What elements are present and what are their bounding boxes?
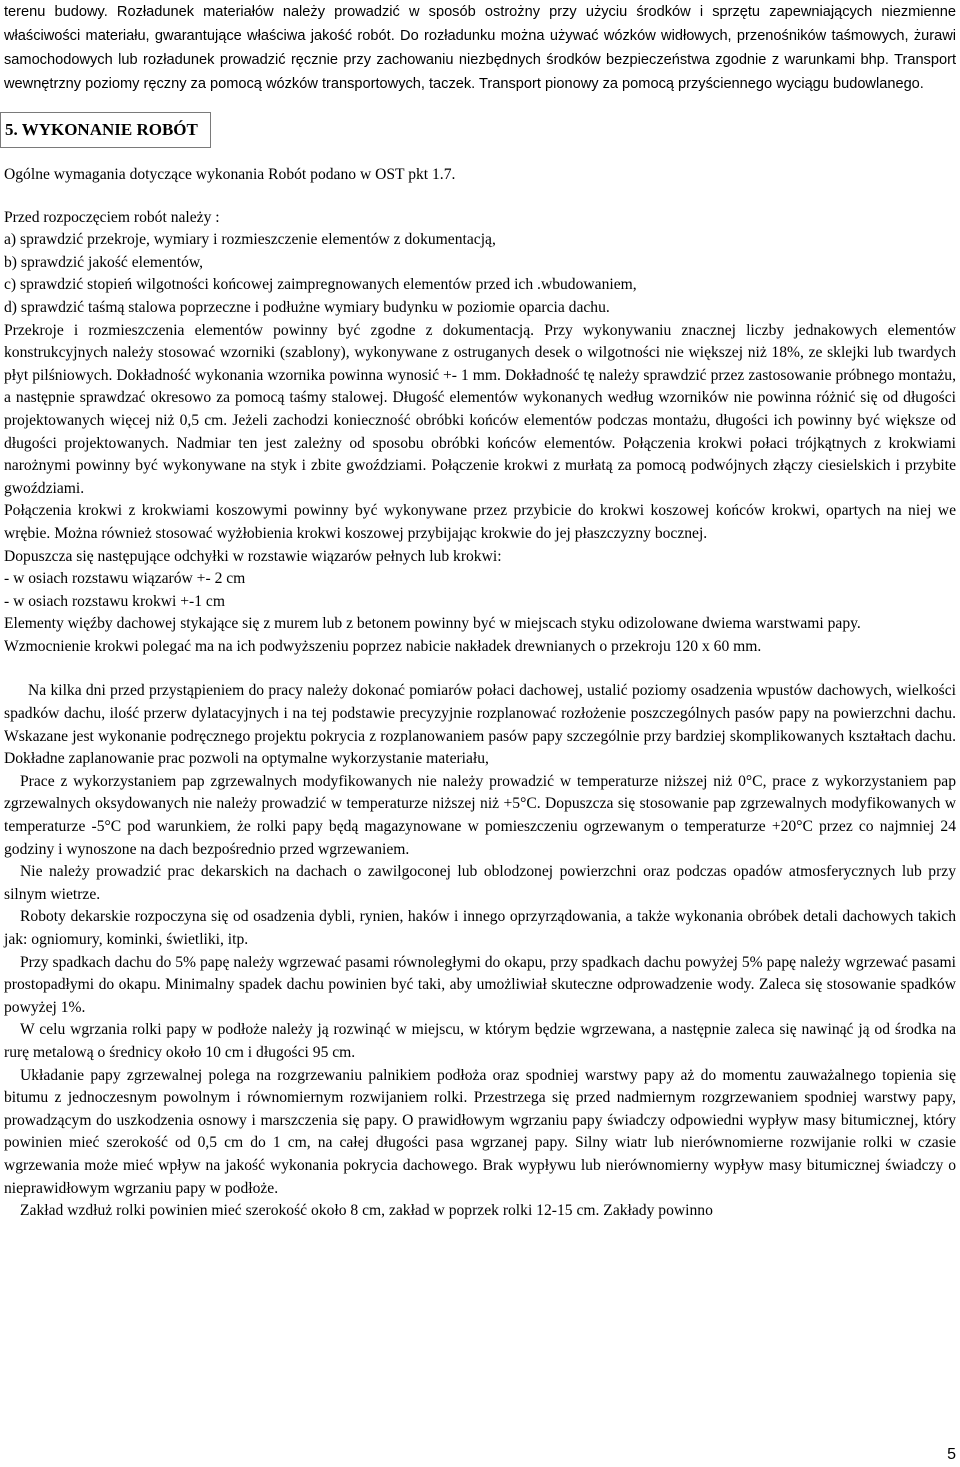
paragraph-overlaps: Zakład wzdłuż rolki powinien mieć szerokość około 8 cm, zakład w poprzek rolki 12-15 cm. Zakłady powinno xyxy=(20,1202,713,1220)
paragraph-valley-rafters: Połączenia krokwi z krokwiami koszowymi powinny być wykonywane przez przybicie do krokwi koszowej końców krokwi, opartych na niej we wrębie. Można również stosować wyżłobienia krokwi koszowej przybijając krokwie do jej płaszczyzny bocznej. xyxy=(4,502,956,542)
tolerance-trusses: - w osiach rozstawu wiązarów +- 2 cm xyxy=(4,570,246,588)
paragraph-reinforcement: Wzmocnienie krokwi polegać ma na ich podwyższeniu poprzez nabicie nakładek drewnianych o przekroju 120 x 60 mm. xyxy=(4,637,762,655)
tolerance-rafters: - w osiach rozstawu krokwi +-1 cm xyxy=(4,592,225,610)
paragraph-tolerances: Dopuszcza się następujące odchyłki w rozstawie wiązarów pełnych lub krokwi: xyxy=(4,547,502,565)
paragraph-roll-preparation: W celu wgrzania rolki papy w podłoże należy ją rozwinąć w miejscu, w którym będzie wgrzewana, a następnie zaleca się nawinąć ją od środka na rurę metalową o średnicy około 10 cm i długości 95 cm. xyxy=(4,1021,956,1061)
paragraph-templates: Przekroje i rozmieszczenia elementów powinny być zgodne z dokumentacją. Przy wykonywaniu znacznej liczby jednakowych elementów konstrukcyjnych należy stosować wzorniki (szablony), wykonywane z ostruganych desek o wilgotności nie większej niż 18%, ze sklejki lub twardych płyt pilśniowych. Dokładność wykonania wzornika powinna wynosić +- 1 mm. Dokładność tę należy sprawdzić przez zastosowanie próbnego montażu, a następnie sprawdzać okresowo za pomocą taśmy stalowej. Długość elementów wykonanych według wzorników nie powinna różnić się od długości projektowanych więcej niż 0,5 cm. Jeżeli zachodzi konieczność obróbki końców elementów podczas montażu, długości ich powinny być większe od długości projektowanych. Nadmiar ten jest zależny od sposobu obróbki końców elementów. Połączenia krokwi połaci trójkątnych z krokwiami narożnymi powinny być wykonywane na styk i zbite gwoździami. Połączenie krokwi z murłatą za pomocą podwójnych złączy ciesielskich i przybite gwoździami. xyxy=(4,321,956,497)
section-heading: 5. WYKONANIE ROBÓT xyxy=(0,112,211,148)
intro-paragraph: terenu budowy. Rozładunek materiałów należy prowadzić w sposób ostrożny przy użyciu środków i sprzętu zapewniających niezmienne właściwości materiału, gwarantujące właściwa jakość robót. Do rozładunku można używać wózków widłowych, przenośników taśmowych, żurawi samochodowych lub rozładunek prowadzić ręcznie przy zachowaniu niezbędnych środków bezpieczeństwa zgodnie z warunkami bhp. Transport wewnętrzny poziomy ręczny za pomocą wózków transportowych, taczek. Transport pionowy za pomocą przyściennego wyciągu budowlanego. xyxy=(4,4,956,92)
paragraph-measurements: Na kilka dni przed przystąpieniem do pracy należy dokonać pomiarów połaci dachowej, ustalić poziomy osadzenia wpustów dachowych, wielkości spadków dachu, ilość przerw dylatacyjnych i na tej podstawie precyzyjnie rozplanować rozłożenie poszczególnych pasów papy na powierzchni dachu. Wskazane jest wykonanie podręcznego projektu pokrycia z rozplanowaniem pasów papy szczególnie przy bardziej skomplikowanych kształtach dachu. Dokładne zaplanowanie prac pozwoli na optymalne wykorzystanie materiału, xyxy=(4,682,956,768)
list-item-b: b) sprawdzić jakość elementów, xyxy=(4,253,204,271)
paragraph-before-start: Przed rozpoczęciem robót należy : xyxy=(4,208,220,226)
document-page xyxy=(4,0,956,1223)
page-number: 5 xyxy=(947,1446,956,1463)
paragraph-welding: Układanie papy zgrzewalnej polega na rozgrzewaniu palnikiem podłoża oraz spodniej warstwy papy aż do momentu zauważalnego topienia się bitumu z jednoczesnym powolnym i równomiernym rozwijaniem rolki. Przestrzega się przed nadmiernym rozgrzewaniem spodniej warstwy papy, prowadzącym do uszkodzenia osnowy i marszczenia się papy. O prawidłowym wgrzaniu papy świadczy odpowiedni wypływ masy bitumicznej, który powinien mieć szerokość od 0,5 cm do 1 cm, na całej długości pasa wgrzanej papy. Silny wiatr lub nierównomierne rozwijanie rolki w czasie wgrzewania może mieć wpływ na jakość wykonania pokrycia dachowego. Brak wypływu lub nierównomierny wypływ masy bitumicznej świadczy o nieprawidłowym wgrzaniu papy w podłoże. xyxy=(4,1066,956,1197)
list-item-a: a) sprawdzić przekroje, wymiary i rozmieszczenie elementów z dokumentacją, xyxy=(4,231,496,249)
paragraph-temperatures: Prace z wykorzystaniem pap zgrzewalnych modyfikowanych nie należy prowadzić w temperaturze niższej niż 0°C, prace z wykorzystaniem pap zgrzewalnych oksydowanych nie należy prowadzić w temperaturze niższej niż +5°C. Dopuszcza się stosowanie pap zgrzewalnych modyfikowanych w temperaturze -5°C pod warunkiem, że rolki papy będą magazynowane w pomieszczeniu ogrzewanym o temperaturze +20°C przez co najmniej 24 godziny i wynoszone na dach bezpośrednio przed wgrzewaniem. xyxy=(4,772,956,858)
paragraph-weather: Nie należy prowadzić prac dekarskich na dachach o zawilgoconej lub oblodzonej powierzchni oraz podczas opadów atmosferycznych lub przy silnym wietrze. xyxy=(4,863,956,903)
preparation-block xyxy=(4,207,956,659)
section-lead: Ogólne wymagania dotyczące wykonania Robót podano w OST pkt 1.7. xyxy=(4,166,456,183)
paragraph-roofing-start: Roboty dekarskie rozpoczyna się od osadzenia dybli, rynien, haków i innego oprzyrządowania, a także wykonania obróbek detali dachowych takich jak: ogniomury, kominki, świetliki, itp. xyxy=(4,908,956,948)
paragraph-slopes: Przy spadkach dachu do 5% papę należy wgrzewać pasami równoległymi do okapu, przy spadkach dachu powyżej 5% papę należy wgrzewać pasami prostopadłymi do okapu. Minimalny spadek dachu powinien być taki, aby umożliwiał skuteczne odprowadzenie wody. Zaleca się stosowanie spadków powyżej 1%. xyxy=(4,953,956,1016)
list-item-c: c) sprawdzić stopień wilgotności końcowej zaimpregnowanych elementów przed ich .wbudowaniem, xyxy=(4,276,637,294)
list-item-d: d) sprawdzić taśmą stalowa poprzeczne i podłużne wymiary budynku w poziomie oparcia dachu. xyxy=(4,298,610,316)
paragraph-insulation: Elementy więźby dachowej stykające się z murem lub z betonem powinny być w miejscach styku odizolowane dwiema warstwami papy. xyxy=(4,615,861,633)
roofing-block xyxy=(4,680,956,1222)
